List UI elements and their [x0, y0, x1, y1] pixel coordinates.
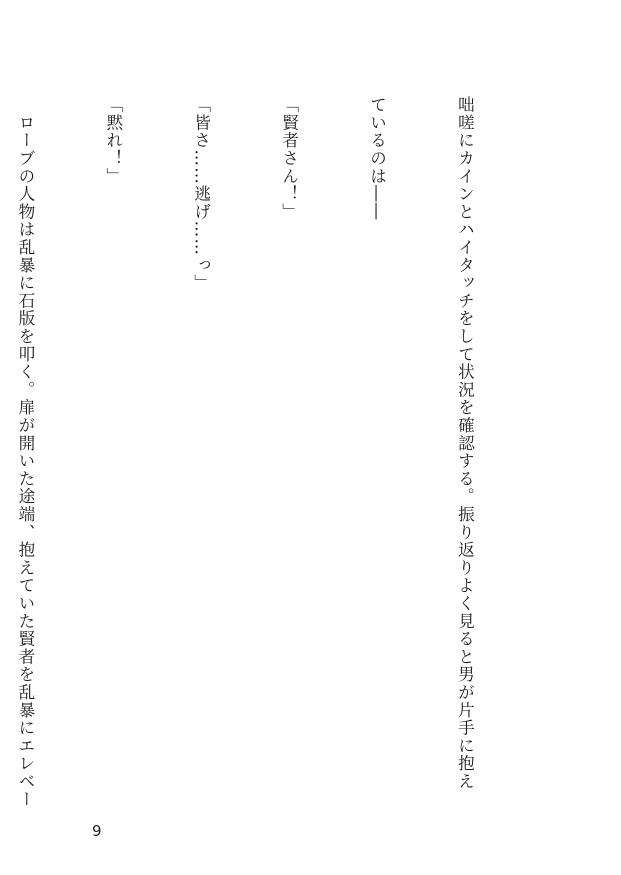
text-line: 「皆さ……逃げ……っ」 — [191, 96, 211, 292]
body-text — [15, 96, 538, 808]
text-line: ているのは―― — [367, 96, 387, 221]
text-line: 「黙れ！」 — [103, 96, 123, 185]
page-number: 9 — [92, 822, 102, 840]
text-line: 咄嗟にカインとハイタッチをして状況を確認する。振り返りよく見ると男が片手に抱え — [455, 96, 475, 791]
text-line: ローブの人物は乱暴に石版を叩く。扉が開いた途端、抱えていた賢者を乱暴にエレベー — [15, 96, 35, 808]
text-line: 「賢者さん！」 — [279, 96, 299, 221]
